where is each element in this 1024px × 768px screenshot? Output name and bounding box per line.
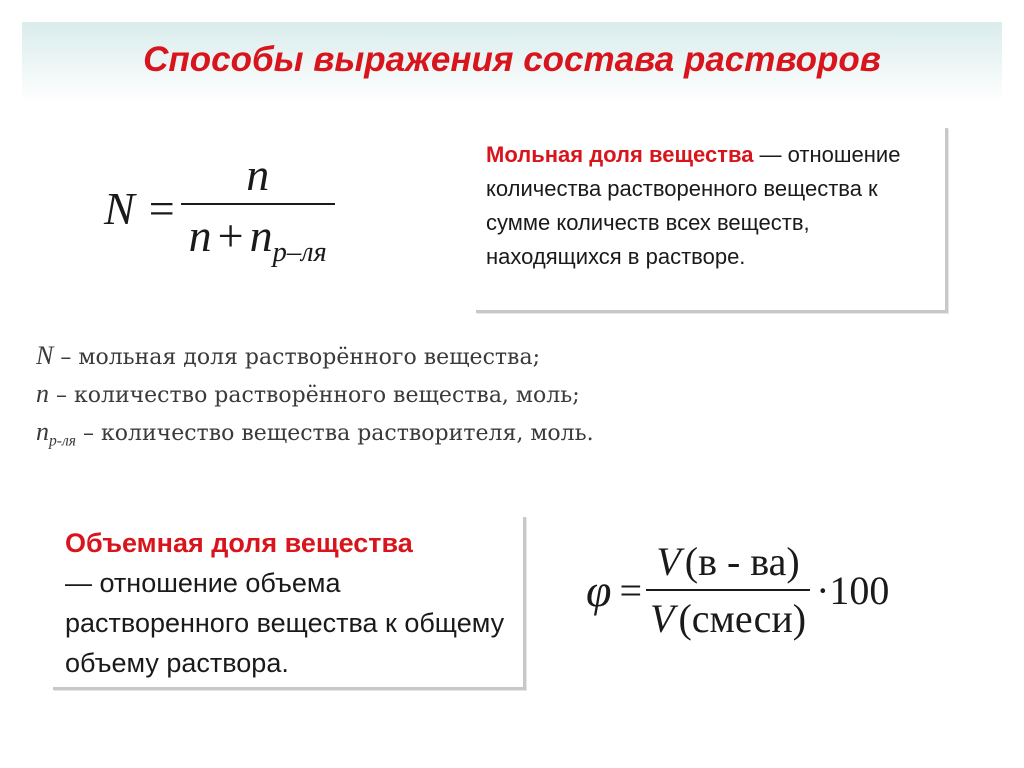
legend-symbol-subscript: р-ля	[49, 432, 77, 450]
formula-phi-denominator	[650, 591, 806, 642]
legend-text: – количество вещества растворителя, моль.	[76, 421, 594, 446]
molar-fraction-text: — отношение количества растворенного вещества к сумме количеств всех веществ, находящихся в растворе.	[486, 142, 901, 269]
formula-lhs: N	[104, 182, 135, 234]
molar-fraction-term: Мольная доля вещества	[486, 142, 754, 167]
legend-symbol: N	[36, 341, 54, 370]
formula-fraction	[189, 148, 327, 269]
denominator-plus: +	[217, 210, 244, 261]
denominator-argument: (смеси)	[678, 596, 807, 641]
formula-phi-numerator	[656, 538, 799, 589]
legend-line	[36, 338, 594, 376]
legend-symbol-letter: n	[36, 417, 49, 446]
legend-line	[36, 376, 594, 414]
formula-phi-lhs: φ	[586, 564, 612, 616]
legend-symbol: n	[36, 379, 49, 408]
legend-line	[36, 414, 594, 459]
denominator-variable: V	[650, 596, 675, 641]
formula-denominator	[189, 205, 327, 269]
numerator-variable: V	[656, 539, 681, 584]
numerator-argument: (в - ва)	[684, 539, 800, 584]
formula-equals: =	[148, 182, 175, 234]
molar-fraction-formula	[104, 148, 327, 269]
volume-fraction-text: — отношение объема растворенного вещества к общему объему раствора.	[65, 568, 505, 678]
volume-fraction-definition	[53, 517, 526, 690]
legend-text: – количество растворённого вещества, моль;	[49, 383, 580, 408]
denominator-term2-subscript: р–ля	[272, 236, 327, 268]
denominator-term1: n	[188, 210, 212, 261]
page-title: Способы выражения состава растворов	[143, 40, 881, 79]
formula-phi-fraction	[650, 538, 806, 642]
volume-fraction-term: Объемная доля вещества	[65, 528, 413, 558]
formula-numerator: n	[246, 149, 270, 200]
legend-text: – мольная доля растворённого вещества;	[53, 345, 540, 370]
formula-phi-equals: =	[619, 567, 643, 613]
denominator-term2: n	[249, 210, 273, 261]
legend-symbol	[36, 417, 77, 450]
formula-phi-multiplier: ·100	[816, 567, 890, 613]
formula-legend	[36, 338, 594, 459]
volume-fraction-formula	[586, 538, 889, 642]
molar-fraction-definition	[476, 128, 948, 313]
